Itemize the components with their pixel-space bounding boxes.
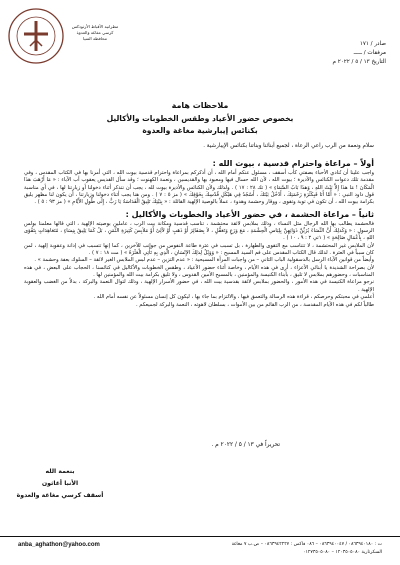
diocese-line-2: كرسي مغاغة والعدوة [76,30,114,35]
section-2-heading: ثانياً – مراعاة الحشمة ، في حضور الأعياد والخطوبات والأكاليل : [125,209,374,219]
section-1-text: واجب علينا أن نُنادي الأحباء بصفتي كأب أسقف ، مسئول عنكم أمام الله ، أن أذكركم بمراعاة واحترام قدسية بيوت الله ، التي أمرنا بها في الكتاب المقدس ، وفي مقدمة تلك دعوات الكنائس والأديرة ؛ بيوت الله ، لأن الله حسال فيها ومعبود بها والقديسين ، ونعمة الكهنوت ؛ وقد سأل القديس يعقوب أب الآباء : « مَا أَرْهَبَ هذَا الْمَكَانَ ! مَا هذَا إِلاَّ بَيْتُ اللهِ ، وَهذَا بَابُ السَّمَاءِ » ( تك ٢٨ : ١٧ ) . ولذلك ولأن الكنائس والأديرة بيوت لله ، يجب أن نتذكر أثناء دخولنا أو زيارتنا لها ، في أي مناسبة قول داود النبي : « أَمَّا أَنَا فَبِكَثْرَةِ رَحْمَتِكَ ، أَدْخُلُ بَيْتَكَ ، أَسْجُدُ فِي هَيْكَلِ قُدْسِكَ بِخَوْفِكَ » ( مز ٥ : ٧ ) . ومن هنا يجب أثناء دخولنا وزيارتنا ، أن يكون لنا مظهر يليق بكرامة بيوت الله ، أن تكون في توبة وتقوى ، ووقار وحشمة وهدوء ، عملاً بالوصية الإلهية القائلة : « بِبَيْتِكَ تَلِيقُ الْقَدَاسَةُ يَا رَبُّ ، إِلَى طُولِ الأَيَّامِ » ( مز ٩٣ : ٥ ) . [24,170,375,206]
subject-line-2: بكنائس إيبارشية مغاغة والعدوة [142,126,258,135]
footer-contacts [132,541,382,557]
footer [0,536,400,555]
signing-date: تحريراً في ١٣ / ٥ / ٢٠٢٢ م . [211,442,280,448]
section-2-text-c: وأيضاً من قوانين الآباء الرسل بالدسقولية الباب الثاني – من واجبات المرأة المسيحية : « عدم التزين – عدم لبس الملابس الغير لائقة – السلوك بعفة وحشمة » . [34,257,374,264]
footer-contacts-line-1: ت : ٠٨٦٣٩٤٠١٨٠ / ٠٨٦٣٩٤٠٠٤٧ – ٠٨٦ فاكس : ٠٨٦٣٩٤٢٢٢٧ – ص.ب ٧ مغاغة [231,542,382,547]
section-4-text: نرجو مراعاة الكنيسة في هذه الأمور ، والحضور بملابس لائقة بقدسية بيت الله ، في حضور الأسرار الإلهية ، وذلك لتوال النعمة والبركة ، بدلاً من الغضب والعقوبة الإلهية . [24,279,374,293]
signature-line-2: الأنبا أغاثون [41,480,79,487]
diocese-line-3: محافظة المنيا [83,36,107,41]
section-2-text-b: لأن الملابس غير المحتشمة ، لا تتناسب مع التقوى والطهارة ، بل تسبب في عثرة طاعة النفوس من جوانب للآخرين ، كما إنها تتسبب في إدانة وعقوبة إلهية ، لمن كان سبباً في العثرة . لذلك قال الكتاب المقدس على فم السيد المسيح : « وَوَيْلٌ لِذلِكَ الإِنْسَانِ ، الَّذِي بِهِ تَأْتِي الْعَثْرَةُ » ( مت ١٨ : ٧ ) . [24,242,374,257]
notes-title: ملاحظات هامة [171,101,229,110]
diocese-line-1: مطرانية الأقباط الأرثوذكس [71,24,119,29]
section-1-heading: أولاً – مراعاة واحترام قدسية ، بيوت الله : [212,159,374,168]
document-date: التاريخ ١٣ / ٥ / ٢٠٢٢ م [332,59,386,65]
closing-text: طالباً لكم في هذه الأيام المقدسة ، من الرب القائم من بين الأموات ، بسلطان لاهوته ، النعمة والبركة لجميعكم . [135,301,374,308]
diocese-name-block [56,24,134,42]
signature-line-3: أسقف كرسي مغاغة والعدوة [16,492,104,499]
document-meta [276,40,386,67]
subject-line-1: بخصوص حضور الأعياد وطقس الخطوبات والأكاليل [106,114,294,123]
attachments: مرفقات / ـــــ [353,50,386,56]
footer-contacts-line-2: السكرتارية ١٢٠٣٥٠٥٠٨٠ – ٠١٢٧٣٥٠٥٠٨٠ [302,550,382,555]
issue-number: صادر / ١٧١ [359,41,386,47]
signature-block [0,466,120,502]
section-5-text: أعلمي في محبتكم وحرصكم ، قراءة هذه الرسالة والتعمق فيها ، والالتزام بما جاء بها ، ليكون كل إنسان مسئولاً عن نفسه أمام الله . [93,294,374,301]
signature-line-1: بنعمة الله [45,468,75,475]
letter-body [24,156,374,309]
contact-email[interactable]: anba_aghathon@yahoo.com [18,542,100,548]
section-2-text-a: فالحشمة يطالب بها الله الرجال مثل النساء ، وذلك بملابس لائقة محتشمة ، تناسب قدسية ومكانة بيت الرب ، عاملين بوصيته الإلهية ، التي قالها معلمنا بولس الرسول : « وَكَذلِكَ أَنَّ النِّسَاءَ يُزَيِّنَّ ذَوَاتِهِنَّ بِلِبَاسِ الْحِشْمَةِ ، مَعَ وَرَعٍ وَتَعَقُّلٍ ، لاَ بِضَفَائِرَ أَوْ ذَهَبٍ أَوْ لآلِئَ أَوْ مَلاَبِسَ كَثِيرَةِ الثَّمَنِ ، بَلْ كَمَا يَلِيقُ بِنِسَاءٍ ، مُتَعَاهِدَاتٍ بِتَقْوَى اللهِ ، بِأَعْمَالٍ صَالِحَةٍ » ( ١تي ٢ : ٩ ، ١٠ ) . [24,220,374,242]
section-3-text: لأن بصراحة الشديدة يا أبنائي الأعزاء ، أرى في هذه الأيام ، وخاصة أثناء حضور الأعياد ، وطقس الخطوبات والأكاليل في كنائسنا ، الحجاب على البعض ، في هذه المناسبات ، وحضورهم بملابس لا تليق ، بأبناء الكنيسة والمؤمنين ، بالمسيح الأمين القدوس ، ولا تليق بكرامة بيت الله والمؤمنين لها . [24,264,374,279]
greeting: سلام ونعمة من الرب راعي الرعاة ، لجميع أبنائنا وبناتنا بكنائس الإيبارشية . [203,143,374,149]
